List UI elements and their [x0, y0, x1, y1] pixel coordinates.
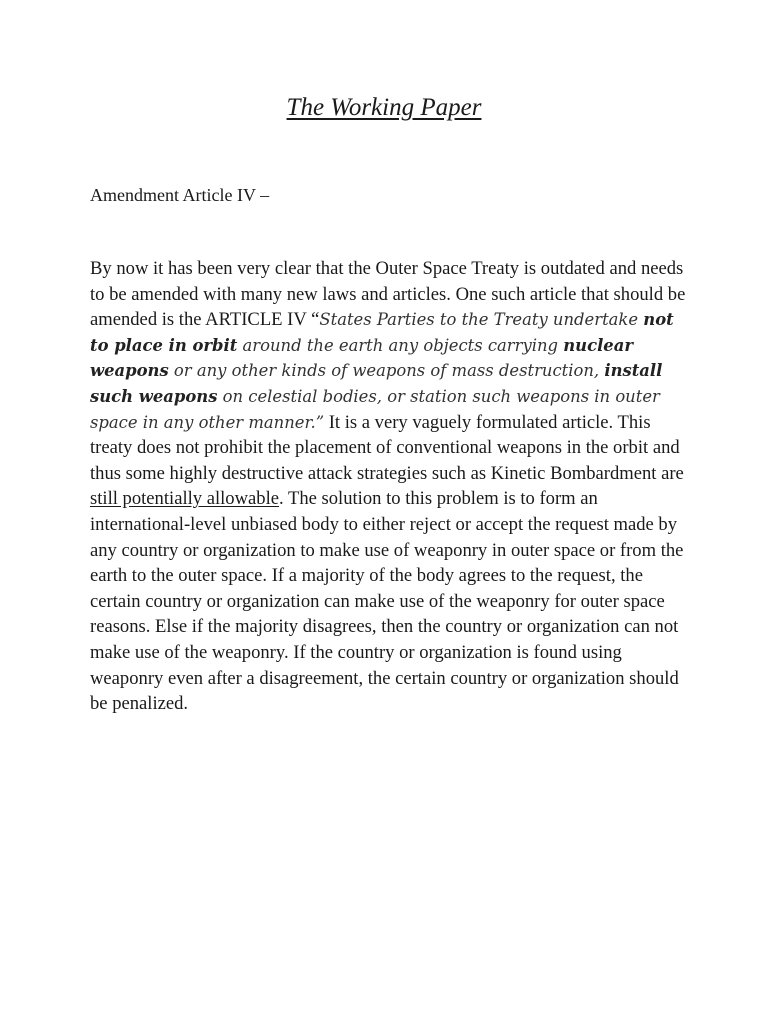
paragraph-intro: By now it has been very clear that the Outer Space Treaty is outdated and needs to be amended with many new laws and articles. One such article that should be amended is the ARTICLE IV “: [90, 258, 686, 331]
quote-text-4: on celestial bodies, or station such weapons in outer space in any other manner.”: [90, 386, 660, 432]
quote-emphasis-2: nuclear weapons: [90, 335, 633, 381]
quote-text-3: or any other kinds of weapons of mass destruction,: [168, 361, 605, 381]
quote-emphasis-1: not to place in orbit: [90, 310, 674, 355]
body-paragraph: [90, 256, 690, 717]
paragraph-after-quote: It is a very vaguely formulated article. This treaty does not prohibit the placement of conventional weapons in the orbit and thus some highly destructive attack strategies such as Kinetic Bombardment are: [90, 411, 684, 484]
quote-emphasis-3: install such weapons: [90, 361, 663, 406]
underlined-phrase: still potentially allowable: [90, 488, 279, 510]
quote-text-1: States Parties to the Treaty undertake: [319, 310, 644, 330]
paragraph-rest: . The solution to this problem is to form an international-level unbiased body to either reject or accept the request made by any country or organization to make use of weaponry in outer space or from the earth to the outer space. If a majority of the body agrees to the request, the certain country or organization can make use of the weaponry for outer space reasons. Else if the majority disagrees, then the country or organization can not make use of the weaponry. If the country or organization is found using weaponry even after a disagreement, the certain country or organization should be penalized.: [90, 488, 684, 715]
section-heading: Amendment Article IV –: [90, 185, 270, 205]
quote-text-2: around the earth any objects carrying: [237, 335, 564, 355]
page-title: The Working Paper: [286, 94, 482, 121]
